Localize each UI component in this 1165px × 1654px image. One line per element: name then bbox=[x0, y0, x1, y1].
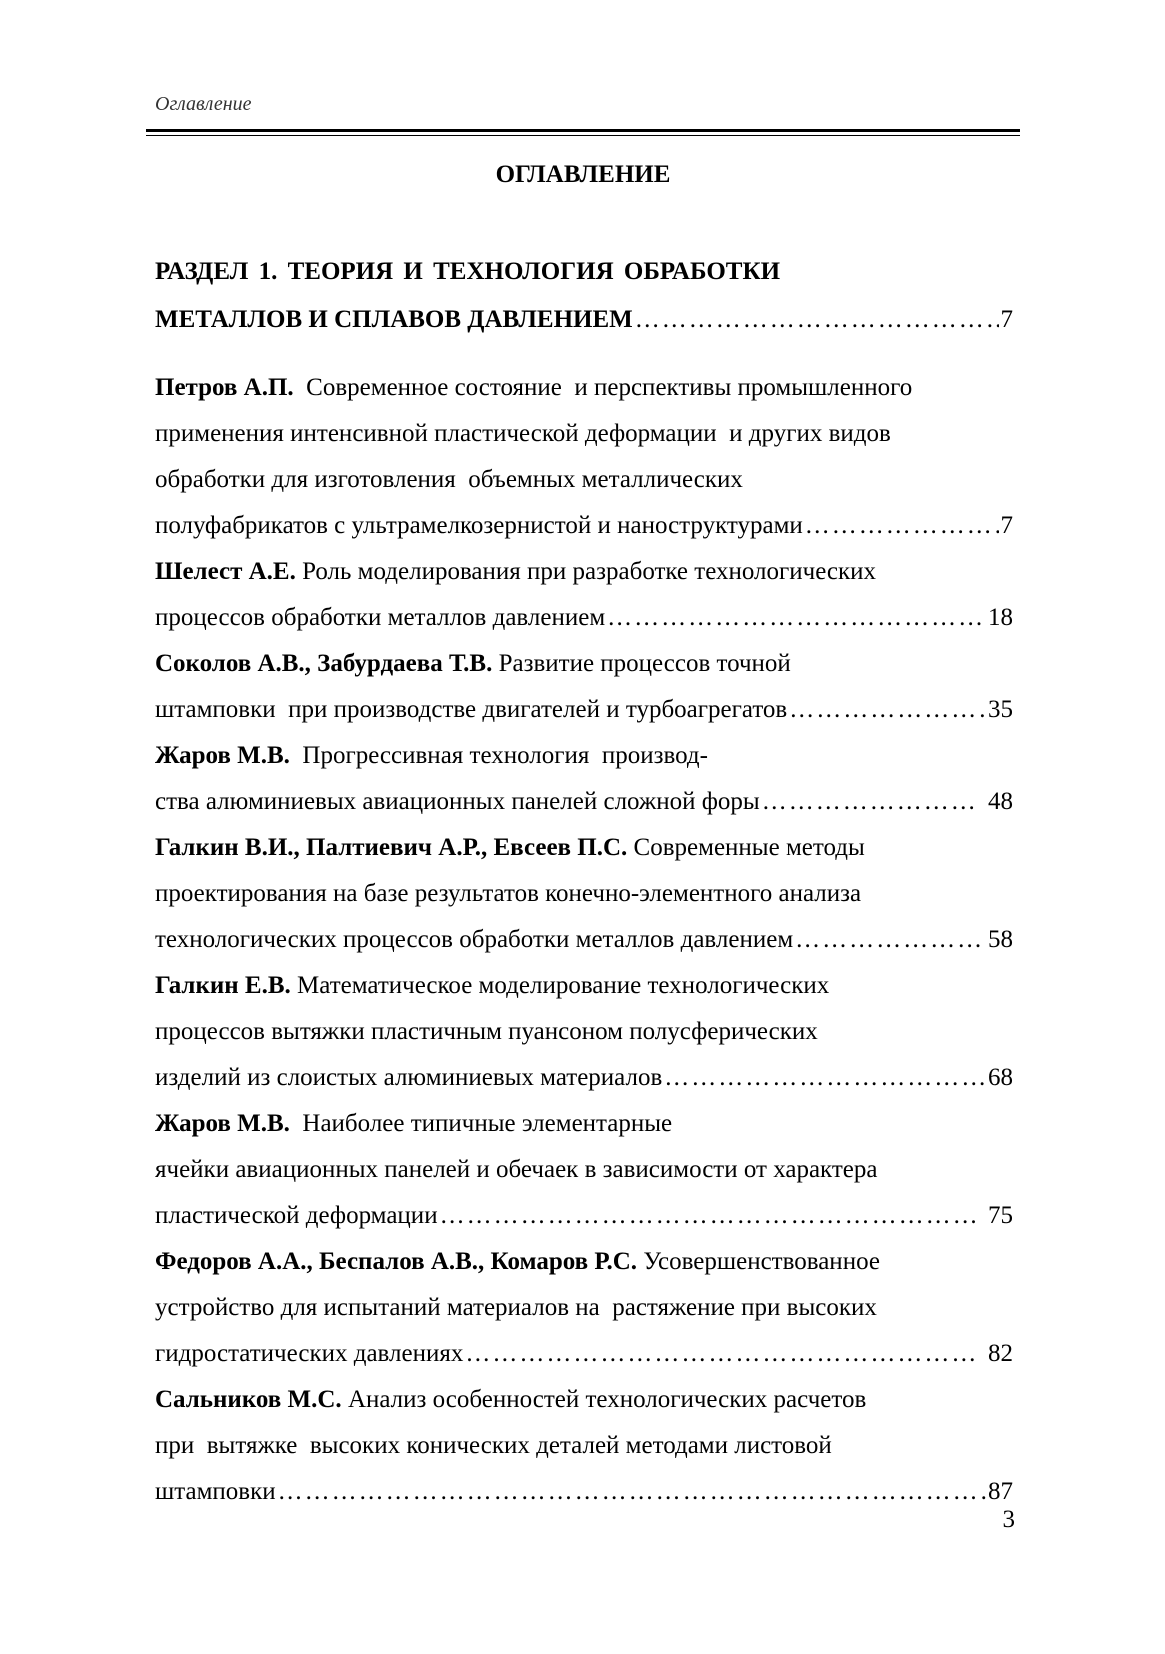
toc-entry-line bbox=[155, 917, 1013, 963]
toc-entry-text: применения интенсивной пластической деформации и других видов bbox=[155, 420, 891, 447]
toc-entry-line bbox=[155, 1331, 1013, 1377]
toc-entry-text: Развитие процессов точной bbox=[492, 650, 791, 677]
toc-entry-line bbox=[155, 733, 1013, 779]
leader-dots bbox=[635, 296, 999, 344]
toc-entry-line bbox=[155, 825, 1013, 871]
toc-entry-text: полуфабрикатов с ультрамелкозернистой и наноструктурами bbox=[155, 512, 803, 539]
toc-entry-page-number: 82 bbox=[981, 1340, 1013, 1367]
toc-entry-author: Сальников М.С. bbox=[155, 1386, 342, 1413]
toc-entry-line bbox=[155, 411, 1013, 457]
section-heading-line2 bbox=[155, 296, 1013, 344]
leader-dots bbox=[465, 1331, 979, 1377]
section-page-number: 7 bbox=[1000, 306, 1013, 333]
toc-entry-text: штамповки при производстве двигателей и турбоагрегатов bbox=[155, 696, 788, 723]
toc-entry-author: Петров А.П. bbox=[155, 374, 294, 401]
toc-entry-text: штамповки bbox=[155, 1478, 276, 1505]
toc-entry-page-number: 35 bbox=[988, 696, 1013, 723]
toc-entry[interactable] bbox=[155, 549, 1013, 641]
toc-entry-line bbox=[155, 1285, 1013, 1331]
toc-entry-line bbox=[155, 641, 1013, 687]
toc-entry-line bbox=[155, 1423, 1013, 1469]
toc-entry-author: Шелест А.Е. bbox=[155, 558, 296, 585]
toc-entry-text: Современное состояние и перспективы промышленного bbox=[293, 374, 913, 401]
toc-entry-line bbox=[155, 1147, 1013, 1193]
toc-entry-author: Соколов А.В., Забурдаева Т.В. bbox=[155, 650, 493, 677]
running-header: Оглавление bbox=[155, 93, 252, 115]
toc-entry-line bbox=[155, 963, 1013, 1009]
toc-entry[interactable] bbox=[155, 825, 1013, 963]
toc-entry[interactable] bbox=[155, 641, 1013, 733]
toc-entry-text: обработки для изготовления объемных металлических bbox=[155, 466, 743, 493]
toc-entry-line bbox=[155, 457, 1013, 503]
toc-entry-author: Галкин В.И., Палтиевич А.Р., Евсеев П.С. bbox=[155, 834, 628, 861]
toc-entry-line bbox=[155, 1239, 1013, 1285]
leader-dots bbox=[278, 1469, 986, 1515]
toc-entry-text: Анализ особенностей технологических расчетов bbox=[341, 1386, 867, 1413]
toc-entry-line bbox=[155, 1469, 1013, 1515]
toc-entry-line bbox=[155, 1101, 1013, 1147]
toc-entry-text: Современные методы bbox=[627, 834, 865, 861]
toc-entry-page-number: 48 bbox=[981, 788, 1013, 815]
toc-entry-text: технологических процессов обработки металлов давлением bbox=[155, 926, 794, 953]
toc-entry-line bbox=[155, 779, 1013, 825]
toc-entry-author: Галкин Е.В. bbox=[155, 972, 291, 999]
toc-entry-text: Усовершенствованное bbox=[637, 1248, 880, 1275]
section-heading-line1: РАЗДЕЛ 1. ТЕОРИЯ И ТЕХНОЛОГИЯ ОБРАБОТКИ bbox=[155, 258, 781, 285]
toc-entry-text: ячейки авиационных панелей и обечаек в зависимости от характера bbox=[155, 1156, 878, 1183]
toc-entry-line bbox=[155, 1377, 1013, 1423]
header-rule-thick bbox=[146, 129, 1020, 132]
toc-entry-line bbox=[155, 595, 1013, 641]
toc-entry-text: Математическое моделирование технологических bbox=[290, 972, 830, 999]
toc-entry-line bbox=[155, 871, 1013, 917]
toc-entry-text: ства алюминиевых авиационных панелей сложной форы bbox=[155, 788, 760, 815]
toc-list bbox=[155, 365, 1013, 1515]
toc-entry-text: пластической деформации bbox=[155, 1202, 438, 1229]
toc-entry-text: устройство для испытаний материалов на растяжение при высоких bbox=[155, 1294, 877, 1321]
toc-entry-text: проектирования на базе результатов конечно-элементного анализа bbox=[155, 880, 862, 907]
toc-entry-author: Жаров М.В. bbox=[155, 1110, 290, 1137]
toc-entry-line bbox=[155, 1193, 1013, 1239]
toc-entry-page-number: 18 bbox=[988, 604, 1013, 631]
toc-entry-line bbox=[155, 1009, 1013, 1055]
toc-entry-line bbox=[155, 503, 1013, 549]
leader-dots bbox=[607, 595, 986, 641]
leader-dots bbox=[805, 503, 999, 549]
toc-entry[interactable] bbox=[155, 963, 1013, 1101]
toc-entry-line bbox=[155, 687, 1013, 733]
toc-entry-text: процессов вытяжки пластичным пуансоном полусферических bbox=[155, 1018, 818, 1045]
toc-entry-line bbox=[155, 549, 1013, 595]
toc-entry[interactable] bbox=[155, 1239, 1013, 1377]
leader-dots bbox=[795, 917, 986, 963]
toc-entry-text: Прогрессивная технология производ- bbox=[289, 742, 708, 769]
toc-entry[interactable] bbox=[155, 733, 1013, 825]
toc-entry-author: Жаров М.В. bbox=[155, 742, 290, 769]
leader-dots bbox=[440, 1193, 980, 1239]
toc-entry-page-number: 68 bbox=[988, 1064, 1013, 1091]
leader-dots bbox=[762, 779, 980, 825]
toc-entry[interactable] bbox=[155, 1377, 1013, 1515]
toc-entry-text: при вытяжке высоких конических деталей методами листовой bbox=[155, 1432, 832, 1459]
page-title: ОГЛАВЛЕНИЕ bbox=[495, 161, 671, 188]
toc-entry-text: процессов обработки металлов давлением bbox=[155, 604, 606, 631]
toc-entry-page-number: 7 bbox=[1000, 512, 1013, 539]
toc-entry-text: Роль моделирования при разработке технологических bbox=[295, 558, 877, 585]
toc-entry-line bbox=[155, 365, 1013, 411]
toc-entry-page-number: 87 bbox=[988, 1478, 1013, 1505]
header-rule-thin bbox=[146, 135, 1020, 136]
page-number: 3 bbox=[1002, 1506, 1015, 1533]
section-heading-text: МЕТАЛЛОВ И СПЛАВОВ ДАВЛЕНИЕМ bbox=[155, 306, 633, 333]
section-heading bbox=[155, 248, 1013, 344]
toc-entry-text: гидростатических давлениях bbox=[155, 1340, 464, 1367]
toc-entry-author: Федоров А.А., Беспалов А.В., Комаров Р.С. bbox=[155, 1248, 638, 1275]
toc-entry-page-number: 58 bbox=[988, 926, 1013, 953]
toc-entry-text: изделий из слоистых алюминиевых материалов bbox=[155, 1064, 663, 1091]
toc-entry[interactable] bbox=[155, 365, 1013, 549]
toc-entry-text: Наиболее типичные элементарные bbox=[289, 1110, 673, 1137]
leader-dots bbox=[664, 1055, 986, 1101]
toc-entry[interactable] bbox=[155, 1101, 1013, 1239]
toc-entry-line bbox=[155, 1055, 1013, 1101]
leader-dots bbox=[789, 687, 986, 733]
toc-entry-page-number: 75 bbox=[981, 1202, 1013, 1229]
